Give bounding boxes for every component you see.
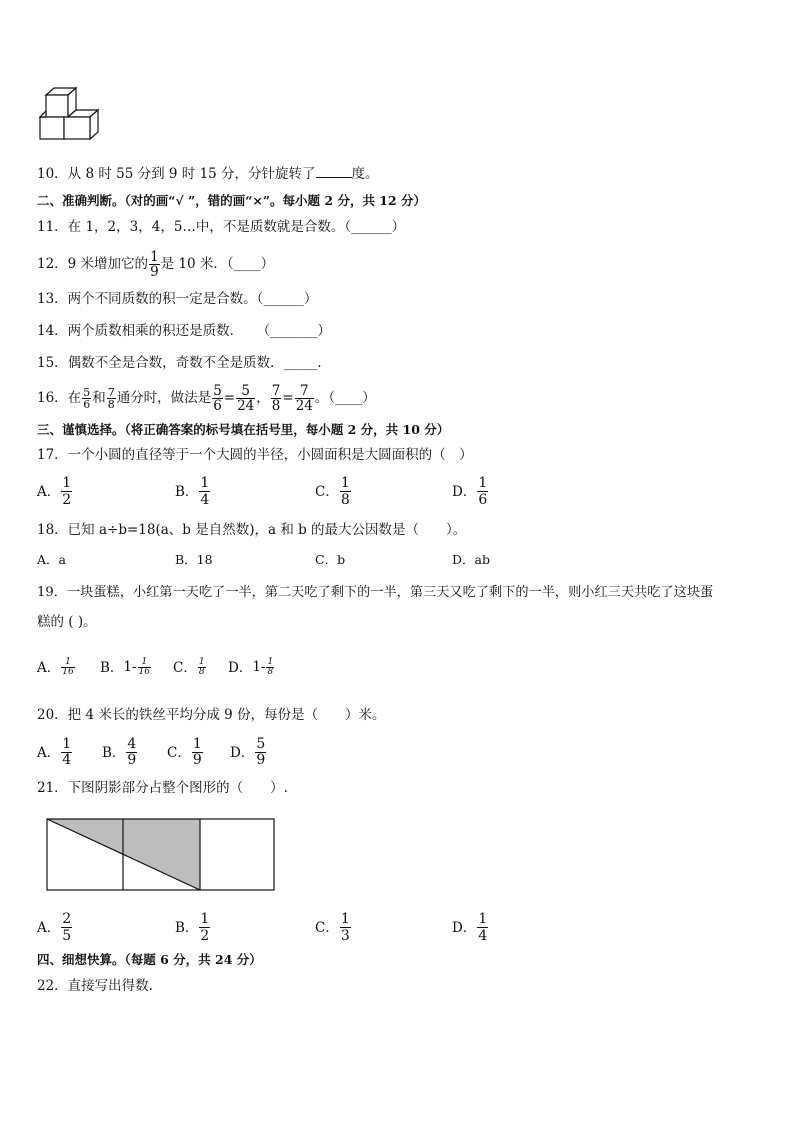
question-21: 21．下图阴影部分占整个图形的（ ）. — [37, 780, 288, 796]
fraction: $\frac{5}{6}$ — [83, 386, 91, 411]
section-2-heading: 二、准确判断。（对的画“√ ”，错的画“×”。每小题 2 分，共 12 分） — [37, 193, 427, 208]
fraction: $\frac{5}{24}$ — [237, 383, 255, 414]
fraction: $\frac{7}{8}$ — [107, 386, 115, 411]
option-a[interactable]: A． $\frac{1}{4}$ — [37, 736, 72, 768]
option-c[interactable]: C． $\frac{1}{8}$ — [173, 657, 205, 677]
question-15: 15．偶数不全是合数，奇数不全是质数．_____． — [37, 355, 331, 371]
option-b[interactable]: B．1- $\frac{1}{16}$ — [100, 657, 151, 677]
section-4-heading: 四、细想快算。（每题 6 分，共 24 分） — [37, 952, 262, 967]
question-16: 16．在 $\frac{5}{6}$ 和 $\frac{7}{8}$ 通分时，做法是 $\frac{5}{6}$ = $\frac{5}{24}$ ， $\frac{7}{8}$ = $\frac{7}{24}$ 。（____） — [37, 383, 376, 414]
question-19-line-2: 糕的 ( )。 — [37, 614, 97, 630]
fraction: $\frac{7}{24}$ — [295, 383, 313, 414]
option-c[interactable]: C． $\frac{1}{8}$ — [315, 475, 350, 508]
option-d[interactable]: D．ab — [452, 552, 490, 567]
option-b[interactable]: B． $\frac{1}{2}$ — [175, 911, 210, 944]
fraction: $\frac{5}{6}$ — [213, 383, 222, 414]
question-14: 14．两个质数相乘的积还是质数． （_______） — [37, 323, 331, 339]
cube-stack-figure — [36, 86, 102, 148]
question-11: 11．在 1，2，3，4，5…中，不是质数就是合数。（______） — [37, 219, 406, 235]
question-12: 12．9 米增加它的 $\frac{1}{9}$ 是 10 米．（____） — [37, 249, 275, 280]
question-20: 20．把 4 米长的铁丝平均分成 9 份，每份是（ ）米。 — [37, 707, 386, 723]
question-10: 10．从 8 时 55 分到 9 时 15 分，分针旋转了 度。 — [37, 166, 379, 182]
option-a[interactable]: A． $\frac{2}{5}$ — [37, 911, 72, 944]
fraction: $\frac{1}{9}$ — [150, 249, 159, 280]
option-d[interactable]: D． $\frac{1}{6}$ — [452, 475, 488, 508]
option-b[interactable]: B． $\frac{4}{9}$ — [102, 736, 137, 768]
option-c[interactable]: C． $\frac{1}{9}$ — [167, 736, 202, 768]
question-19-line-1: 19．一块蛋糕，小红第一天吃了一半，第二天吃了剩下的一半，第三天又吃了剩下的一半，则小红三天共吃了这块蛋 — [37, 585, 714, 600]
shaded-rectangle-figure — [45, 817, 277, 893]
fraction: $\frac{7}{8}$ — [271, 383, 281, 414]
option-a[interactable]: A． $\frac{1}{2}$ — [37, 475, 72, 508]
question-17: 17．一个小圆的直径等于一个大圆的半径，小圆面积是大圆面积的（ ） — [37, 447, 473, 463]
option-b[interactable]: B． $\frac{1}{4}$ — [175, 475, 210, 508]
section-3-heading: 三、谨慎选择。（将正确答案的标号填在括号里，每小题 2 分，共 10 分） — [37, 422, 450, 437]
question-22: 22．直接写出得数. — [37, 978, 153, 994]
question-13: 13．两个不同质数的积一定是合数。（______） — [37, 291, 318, 307]
option-b[interactable]: B．18 — [175, 552, 213, 567]
option-c[interactable]: C． $\frac{1}{3}$ — [315, 911, 350, 944]
option-d[interactable]: D． $\frac{5}{9}$ — [230, 736, 266, 768]
option-d[interactable]: D．1- $\frac{1}{8}$ — [228, 657, 274, 677]
answer-blank[interactable] — [316, 165, 352, 178]
option-d[interactable]: D． $\frac{1}{4}$ — [452, 911, 488, 944]
option-c[interactable]: C．b — [315, 552, 346, 567]
option-a[interactable]: A． $\frac{1}{16}$ — [37, 657, 74, 677]
question-18: 18．已知 a÷b=18(a、b 是自然数)，a 和 b 的最大公因数是（ ）。 — [37, 522, 467, 538]
option-a[interactable]: A．a — [37, 552, 66, 567]
